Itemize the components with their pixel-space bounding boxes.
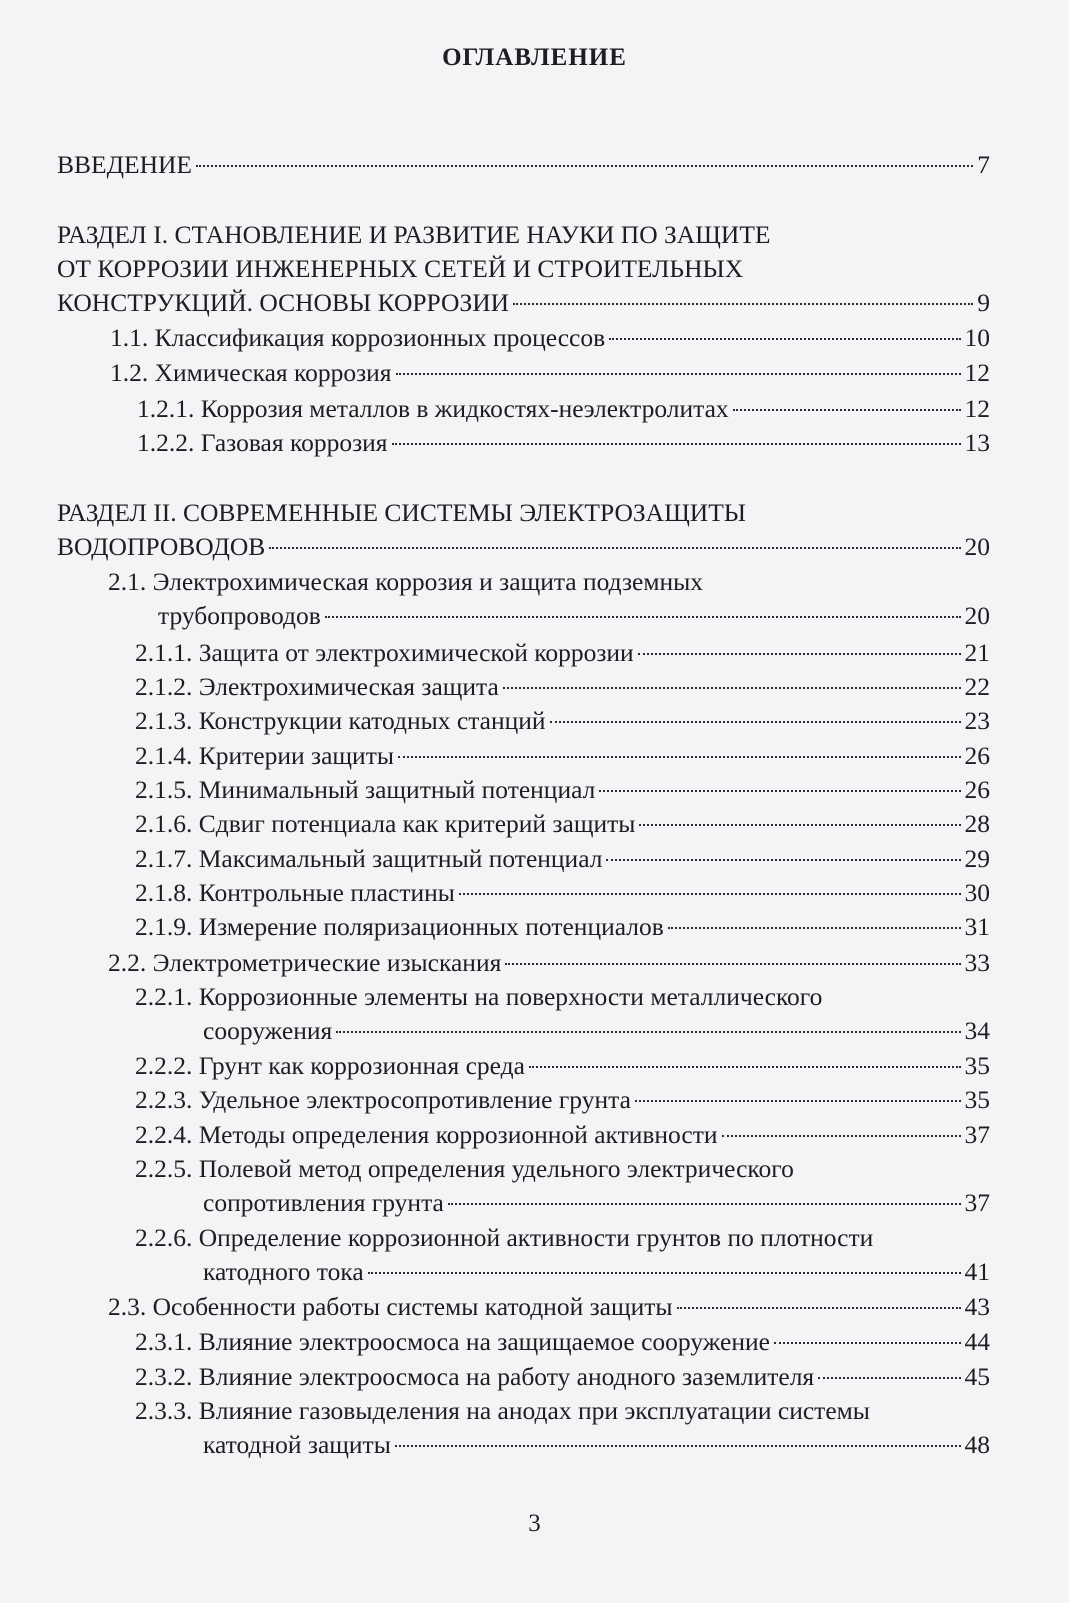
- toc-entry: [135, 636, 990, 670]
- toc-entry-line: [135, 807, 990, 841]
- toc-entry: [135, 1360, 990, 1394]
- toc-entry: [110, 356, 990, 390]
- toc-entry: [135, 739, 990, 773]
- toc-entry-text: 2.1.4. Критерии защиты: [135, 741, 394, 770]
- toc-page-number: 22: [964, 672, 990, 701]
- toc-entry: [108, 946, 990, 980]
- toc-entry-line: [135, 1360, 990, 1394]
- toc-entry-text: 2.1.2. Электрохимическая защита: [135, 672, 499, 701]
- toc-entry-line: [135, 1118, 990, 1152]
- toc-entry-text: катодного тока: [203, 1257, 364, 1286]
- toc-entry-line: [108, 565, 990, 599]
- toc-entry-line: [135, 1186, 990, 1220]
- toc-entry-text: 1.1. Классификация коррозионных процессов: [110, 323, 606, 352]
- toc-entry-text: 2.1.6. Сдвиг потенциала как критерий защиты: [135, 809, 636, 838]
- toc-page-number: 33: [964, 948, 990, 977]
- toc-entry-line: [57, 496, 990, 530]
- toc-entry-line: [57, 286, 990, 320]
- toc-entry-text: 2.3.1. Влияние электроосмоса на защищаемое сооружение: [135, 1327, 770, 1356]
- toc-page-number: 44: [964, 1327, 990, 1356]
- dot-leader: [395, 1445, 961, 1447]
- toc-entry-text: 2.2.2. Грунт как коррозионная среда: [135, 1051, 525, 1080]
- toc-entry-line: [135, 1255, 990, 1289]
- dot-leader: [639, 824, 960, 826]
- toc-entry-line: [135, 842, 990, 876]
- toc-entry: [135, 1152, 990, 1220]
- dot-leader: [196, 165, 973, 167]
- toc-entry: [135, 1394, 990, 1462]
- toc-page-number: 23: [964, 706, 990, 735]
- toc-entry-line: [57, 252, 990, 286]
- dot-leader: [774, 1342, 961, 1344]
- dot-leader: [336, 1031, 960, 1033]
- toc-page-number: 37: [964, 1188, 990, 1217]
- toc-entry-line: [135, 636, 990, 670]
- toc-page-number: 10: [964, 323, 990, 352]
- dot-leader: [392, 443, 961, 445]
- toc-page-number: 48: [964, 1430, 990, 1459]
- toc-entry-line: [108, 946, 990, 980]
- toc-page-number: 12: [964, 358, 990, 387]
- toc-entry-line: [137, 426, 990, 460]
- toc-entry: [135, 704, 990, 738]
- toc-page-number: 29: [964, 844, 990, 873]
- toc-entry-line: [108, 1290, 990, 1324]
- dot-leader: [459, 893, 961, 895]
- toc-entry: [135, 876, 990, 910]
- dot-leader: [550, 721, 961, 723]
- toc-entry-text: 2.3.2. Влияние электроосмоса на работу анодного заземлителя: [135, 1362, 815, 1391]
- dot-leader: [398, 756, 961, 758]
- toc-entry-text: сооружения: [203, 1016, 333, 1045]
- toc-entry-text: 1.2. Химическая коррозия: [110, 358, 392, 387]
- toc-entry: [135, 1083, 990, 1117]
- toc-entry: [135, 1049, 990, 1083]
- toc-entry-line: [135, 773, 990, 807]
- toc-entry: [57, 218, 990, 320]
- dot-leader: [269, 547, 960, 549]
- toc-entry-text: ВВЕДЕНИЕ: [57, 150, 192, 179]
- toc-entry: [135, 1221, 990, 1289]
- toc-entry-text: трубопроводов: [158, 601, 321, 630]
- toc-entry: [135, 670, 990, 704]
- toc-entry-line: [57, 148, 990, 182]
- toc-entry: [135, 1325, 990, 1359]
- toc-page-number: 30: [964, 878, 990, 907]
- dot-leader: [529, 1066, 961, 1068]
- toc-entry-text: 2.1.1. Защита от электрохимической коррозии: [135, 638, 634, 667]
- toc-entry-line: [135, 1014, 990, 1048]
- toc-entry-text: 2.2.3. Удельное электросопротивление грунта: [135, 1085, 631, 1114]
- toc-entry-line: [135, 876, 990, 910]
- toc-entry: [57, 496, 990, 564]
- dot-leader: [668, 927, 961, 929]
- toc-page-number: 13: [964, 428, 990, 457]
- toc-entry-line: [135, 739, 990, 773]
- toc-entry: [135, 910, 990, 944]
- toc-page-number: 37: [964, 1120, 990, 1149]
- toc-page-number: 26: [964, 775, 990, 804]
- toc-entry-line: [135, 1083, 990, 1117]
- toc-entry-text: 2.1.3. Конструкции катодных станций: [135, 706, 546, 735]
- toc-page-number: 12: [964, 394, 990, 423]
- toc-entry-line: [137, 392, 990, 426]
- toc-page-number: 20: [964, 601, 990, 630]
- toc-entry: [135, 980, 990, 1048]
- toc-entry-line: [135, 670, 990, 704]
- toc-page-number: 34: [964, 1016, 990, 1045]
- dot-leader: [396, 373, 961, 375]
- toc-page-number: 21: [964, 638, 990, 667]
- toc-entry-text: 1.2.1. Коррозия металлов в жидкостях-неэлектролитах: [137, 394, 729, 423]
- toc-entry: [137, 426, 990, 460]
- toc-entry-line: [108, 599, 990, 633]
- toc-entry-line: [135, 1394, 990, 1428]
- toc-entry-line: [135, 1221, 990, 1255]
- dot-leader: [368, 1272, 961, 1274]
- toc-page-number: 45: [964, 1362, 990, 1391]
- page-title: ОГЛАВЛЕНИЕ: [442, 44, 627, 71]
- toc-entry-text: РАЗДЕЛ II. СОВРЕМЕННЫЕ СИСТЕМЫ ЭЛЕКТРОЗАЩИТЫ: [57, 498, 747, 527]
- toc-entry-text: сопротивления грунта: [203, 1188, 444, 1217]
- toc-entry-text: 2.2.1. Коррозионные элементы на поверхности металлического: [135, 982, 823, 1011]
- dot-leader: [818, 1377, 960, 1379]
- dot-leader: [677, 1307, 961, 1309]
- dot-leader: [606, 859, 960, 861]
- toc-page-number: 9: [977, 288, 990, 317]
- toc-entry: [108, 1290, 990, 1324]
- toc-entry-text: КОНСТРУКЦИЙ. ОСНОВЫ КОРРОЗИИ: [57, 288, 510, 317]
- dot-leader: [635, 1100, 961, 1102]
- toc-entry: [135, 1118, 990, 1152]
- toc-entry: [137, 392, 990, 426]
- toc-entry: [135, 807, 990, 841]
- toc-entry-text: 2.1.8. Контрольные пластины: [135, 878, 455, 907]
- dot-leader: [722, 1135, 961, 1137]
- toc-entry-text: 2.1.7. Максимальный защитный потенциал: [135, 844, 603, 873]
- toc-page-number: 28: [964, 809, 990, 838]
- toc-page-number: 41: [964, 1257, 990, 1286]
- toc-entry-text: катодной защиты: [203, 1430, 391, 1459]
- toc-entry-text: 2.3. Особенности работы системы катодной защиты: [108, 1292, 673, 1321]
- toc-entry-line: [135, 1325, 990, 1359]
- toc-entry-text: ВОДОПРОВОДОВ: [57, 532, 266, 561]
- toc-entry-text: 2.3.3. Влияние газовыделения на анодах при эксплуатации системы: [135, 1396, 870, 1425]
- page-number: 3: [528, 1510, 541, 1537]
- toc-page-number: 7: [977, 150, 990, 179]
- toc-entry: [110, 321, 990, 355]
- toc-entry-text: РАЗДЕЛ I. СТАНОВЛЕНИЕ И РАЗВИТИЕ НАУКИ ПО ЗАЩИТЕ: [57, 220, 771, 249]
- toc-entry-line: [57, 218, 990, 252]
- toc-page-number: 31: [964, 912, 990, 941]
- toc-page-number: 35: [964, 1051, 990, 1080]
- toc-entry-text: ОТ КОРРОЗИИ ИНЖЕНЕРНЫХ СЕТЕЙ И СТРОИТЕЛЬНЫХ: [57, 254, 744, 283]
- dot-leader: [325, 616, 961, 618]
- toc-page-number: 20: [964, 532, 990, 561]
- toc-entry-line: [135, 980, 990, 1014]
- toc-entry-text: 2.2.5. Полевой метод определения удельного электрического: [135, 1154, 794, 1183]
- dot-leader: [609, 338, 960, 340]
- toc-page-number: 35: [964, 1085, 990, 1114]
- toc-entry-line: [110, 321, 990, 355]
- toc-entry: [135, 842, 990, 876]
- toc-entry-text: 2.1. Электрохимическая коррозия и защита подземных: [108, 567, 704, 596]
- dot-leader: [599, 790, 960, 792]
- toc-entry-text: 2.2. Электрометрические изыскания: [108, 948, 502, 977]
- toc-entry-line: [110, 356, 990, 390]
- toc-entry-line: [135, 1049, 990, 1083]
- toc-page-number: 43: [964, 1292, 990, 1321]
- toc-entry-line: [135, 704, 990, 738]
- toc-entry: [135, 773, 990, 807]
- toc-entry-text: 2.2.4. Методы определения коррозионной активности: [135, 1120, 718, 1149]
- toc-entry: [57, 148, 990, 182]
- toc-entry-line: [57, 530, 990, 564]
- toc-entry-line: [135, 1152, 990, 1186]
- dot-leader: [733, 409, 961, 411]
- toc-entry-text: 2.1.5. Минимальный защитный потенциал: [135, 775, 596, 804]
- dot-leader: [503, 687, 961, 689]
- dot-leader: [513, 303, 973, 305]
- dot-leader: [505, 963, 960, 965]
- toc-entry-line: [135, 910, 990, 944]
- toc-entry: [108, 565, 990, 633]
- toc-entry-line: [135, 1428, 990, 1462]
- toc-entry-text: 2.1.9. Измерение поляризационных потенциалов: [135, 912, 664, 941]
- dot-leader: [638, 653, 961, 655]
- dot-leader: [448, 1203, 961, 1205]
- toc-entry-text: 2.2.6. Определение коррозионной активности грунтов по плотности: [135, 1223, 874, 1252]
- toc-page-number: 26: [964, 741, 990, 770]
- toc-entry-text: 1.2.2. Газовая коррозия: [137, 428, 388, 457]
